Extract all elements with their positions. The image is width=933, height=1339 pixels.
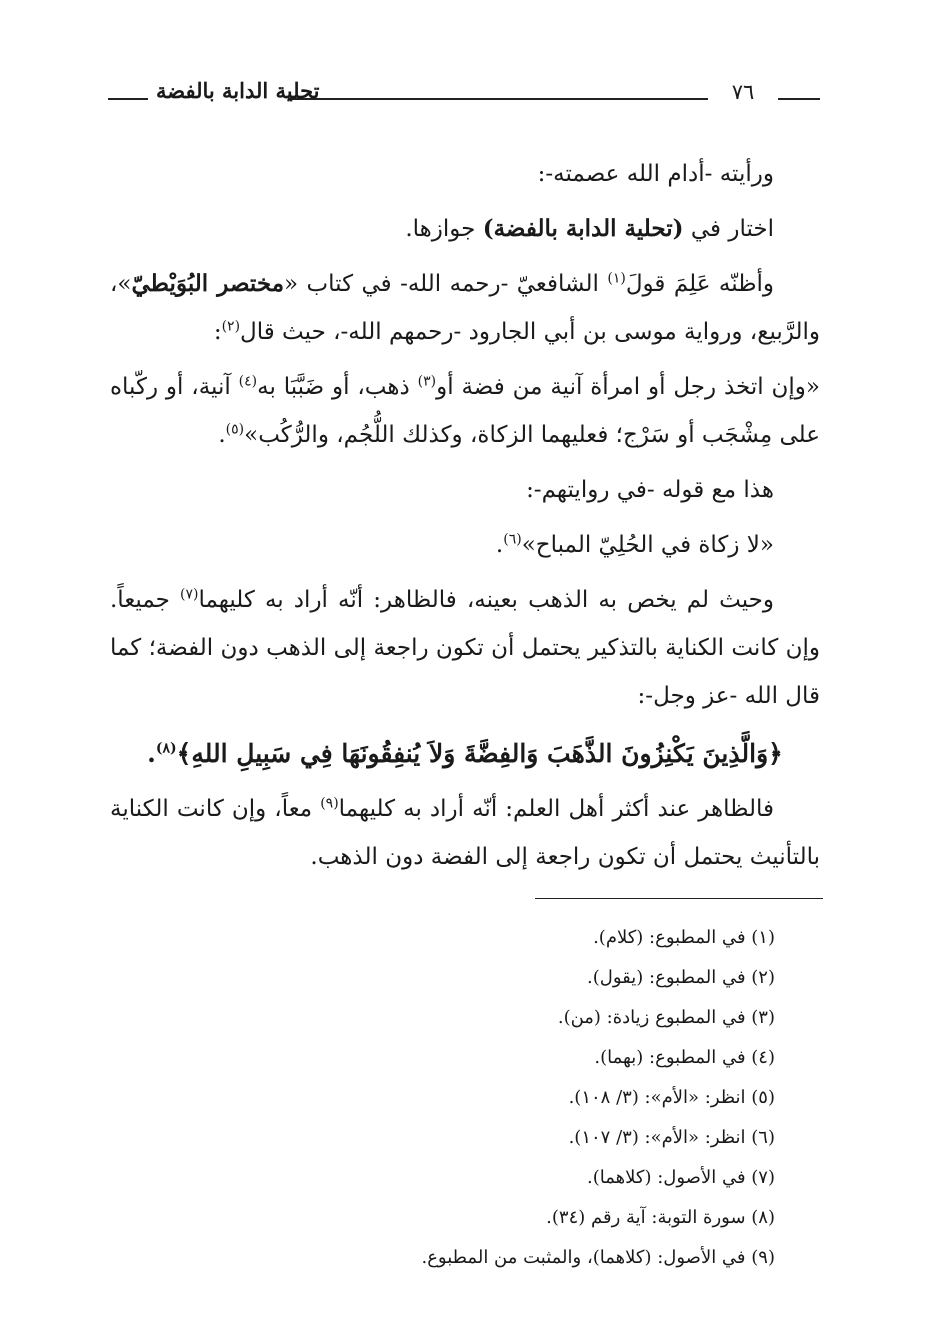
paragraph-8 [110,785,820,881]
footnote-ref-7[interactable]: (٧) [179,586,199,603]
paragraph-text: وحيث لم يخص به الذهب بعينه، فالظاهر: أنّه أراد به كليهما [198,587,774,613]
footnote-ref-6[interactable]: (٦) [503,531,522,548]
header-rule-right [778,98,820,100]
paragraph-text: وأظنّه عَلِمَ قولَ [625,271,774,297]
footnote-ref-9[interactable]: (٩) [320,795,339,812]
paragraph-text: جوازها. [405,216,483,242]
footnote-item: (٢) في المطبوع: (يقول). [587,967,775,988]
verse-text: ﴿وَالَّذِينَ يَكْنِزُونَ الذَّهَبَ وَالفِضَّةَ وَلاَ يُنفِقُونَهَا فِي سَبِيلِ اللهِ﴾ [176,739,783,768]
footnote-item: (١) في المطبوع: (كلام). [593,927,775,948]
footnote-ref-1[interactable]: (١) [607,270,626,287]
footnote-ref-3[interactable]: (٣) [417,373,437,390]
running-title: تحلية الدابة بالفضة [156,78,320,103]
footnote-item: (٧) في الأصول: (كلاهما). [587,1167,775,1188]
paragraph-text: الشافعيّ -رحمه الله- في كتاب « [284,271,608,297]
paragraph-text: . [495,532,504,558]
paragraph-text: »، والرَّبيع، ورواية موسى بن أبي الجارود -رحمهم الله-، حيث قال [110,271,820,345]
main-text [110,150,820,888]
header-rule-left [108,98,148,100]
paragraph-text: فالظاهر عند أكثر أهل العلم: أنّه أراد به كليهما [338,796,775,822]
footnote-ref-8[interactable]: (٨) [155,740,177,757]
paragraph-3 [110,260,820,356]
paragraph-1 [110,150,820,198]
footnote-ref-5[interactable]: (٥) [225,421,245,438]
book-title-highlight: (تحلية الدابة بالفضة) [482,215,684,242]
footnotes [215,918,775,1278]
footnote-item: (٣) في المطبوع زيادة: (من). [557,1007,775,1028]
paragraph-text: ورأيته -أدام الله عصمته-: [537,161,774,187]
footnote-item: (٤) في المطبوع: (بهما). [594,1047,775,1068]
footnote-ref-2[interactable]: (٢) [221,318,241,335]
paragraph-text: معاً، وإن كانت الكناية بالتأنيث يحتمل أن تكون راجعة إلى الفضة دون الذهب. [110,796,820,870]
footnote-item: (٥) انظر: «الأم»: (٣/ ١٠٨). [568,1087,775,1108]
header-rule-middle [288,98,708,100]
paragraph-7 [110,576,820,720]
footnote-item: (٩) في الأصول: (كلاهما)، والمثبت من المطبوع. [421,1247,775,1268]
paragraph-text: «لا زكاة في الحُلِيّ المباح» [521,532,774,558]
footnote-separator [535,898,823,899]
book-title-highlight: مختصر البُوَيْطيّ [131,270,285,297]
paragraph-text: ذهب، أو ضَبَّبَا به [257,374,418,400]
paragraph-5 [110,466,820,514]
footnote-item: (٦) انظر: «الأم»: (٣/ ١٠٧). [568,1127,775,1148]
verse-end: . [147,739,156,768]
paragraph-6 [110,521,820,569]
page-number: ٧٦ [731,80,755,104]
footnote-item: (٨) سورة التوبة: آية رقم (٣٤). [546,1207,775,1228]
paragraph-text: «وإن اتخذ رجل أو امرأة آنية من فضة أو [436,374,820,400]
paragraph-text: : [213,319,222,345]
running-header [108,76,820,116]
paragraph-text: اختار في [683,216,774,242]
paragraph-2 [110,205,820,253]
quran-verse [110,727,820,781]
paragraph-text: آنية، أو ركّباه على مِشْجَب أو سَرْج؛ فعليهما الزكاة، وكذلك اللُّجُم، والرُّكُب» [110,374,820,448]
paragraph-text: . [218,422,226,448]
paragraph-4 [110,363,820,459]
paragraph-text: جميعاً. وإن كانت الكناية بالتذكير يحتمل أن تكون راجعة إلى الذهب دون الفضة؛ كما قال الله -عز وجل-: [110,587,820,709]
footnote-ref-4[interactable]: (٤) [238,373,258,390]
paragraph-text: هذا مع قوله -في روايتهم-: [526,477,774,503]
